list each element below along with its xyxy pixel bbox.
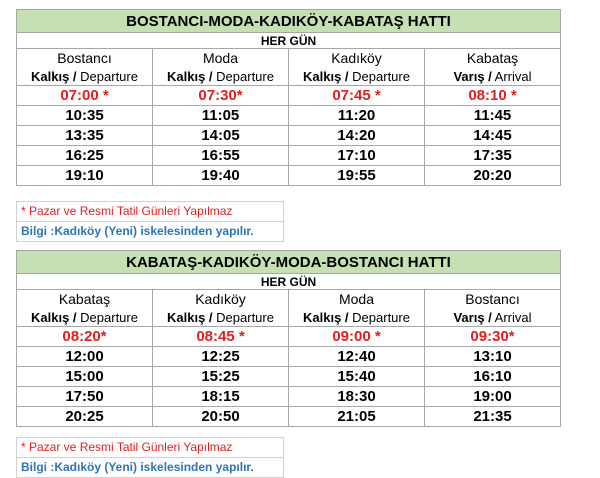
column-kind: [289, 308, 425, 327]
column-kind: [425, 308, 561, 327]
time-cell: 09:00 *: [289, 327, 425, 347]
time-cell: 16:10: [425, 367, 561, 387]
kind-tr: Kalkış /: [167, 68, 213, 84]
table-row: [17, 347, 561, 367]
kind-tr: Kalkış /: [31, 309, 77, 325]
time-cell: 08:20*: [17, 327, 153, 347]
time-cell: 16:25: [17, 146, 153, 166]
kind-tr: Kalkış /: [303, 68, 349, 84]
table-title: BOSTANCI-MODA-KADIKÖY-KABATAŞ HATTI: [17, 10, 561, 33]
time-cell: 15:25: [153, 367, 289, 387]
time-cell: 19:10: [17, 166, 153, 186]
column-kind: [17, 308, 153, 327]
holiday-note: * Pazar ve Resmi Tatil Günleri Yapılmaz: [21, 440, 233, 454]
time-cell: 07:45 *: [289, 86, 425, 106]
time-cell: 13:10: [425, 347, 561, 367]
table-subtitle: HER GÜN: [17, 33, 561, 49]
table-row: [17, 407, 561, 427]
time-cell: 17:10: [289, 146, 425, 166]
time-cell: 18:15: [153, 387, 289, 407]
time-cell: 08:10 *: [425, 86, 561, 106]
info-note: Bilgi :Kadıköy (Yeni) iskelesinden yapılır.: [17, 457, 283, 477]
kind-en: Departure: [348, 68, 410, 84]
time-cell: 16:55: [153, 146, 289, 166]
time-cell: 21:35: [425, 407, 561, 427]
kind-en: Departure: [76, 68, 138, 84]
column-kind: [425, 67, 561, 86]
table-row: [17, 367, 561, 387]
kind-en: Arrival: [491, 68, 532, 84]
time-cell: 09:30*: [425, 327, 561, 347]
notes-box-1: [16, 201, 284, 242]
station-name: Bostancı: [17, 49, 153, 68]
column-kind: [153, 67, 289, 86]
info-note: Bilgi :Kadıköy (Yeni) iskelesinden yapılır.: [17, 221, 283, 241]
kind-tr: Kalkış /: [303, 309, 349, 325]
station-header-row: [17, 49, 561, 68]
station-name: Kadıköy: [289, 49, 425, 68]
time-cell: 07:30*: [153, 86, 289, 106]
time-cell: 15:40: [289, 367, 425, 387]
kind-en: Departure: [212, 309, 274, 325]
time-cell: 14:45: [425, 126, 561, 146]
holiday-note: * Pazar ve Resmi Tatil Günleri Yapılmaz: [21, 204, 233, 218]
kind-en: Departure: [348, 309, 410, 325]
station-name: Moda: [153, 49, 289, 68]
time-cell: 13:35: [17, 126, 153, 146]
time-cell: 20:50: [153, 407, 289, 427]
schedule-table-1: [16, 9, 561, 186]
schedule-table-2: [16, 250, 561, 427]
kind-en: Departure: [76, 309, 138, 325]
station-name: Kabataş: [425, 49, 561, 68]
column-kind: [17, 67, 153, 86]
time-cell: 08:45 *: [153, 327, 289, 347]
time-cell: 20:20: [425, 166, 561, 186]
time-cell: 14:05: [153, 126, 289, 146]
kind-header-row: [17, 308, 561, 327]
table-row: [17, 126, 561, 146]
kind-tr: Kalkış /: [167, 309, 213, 325]
kind-tr: Varış /: [453, 309, 492, 325]
time-cell: 15:00: [17, 367, 153, 387]
table-row: [17, 327, 561, 347]
time-cell: 12:40: [289, 347, 425, 367]
kind-header-row: [17, 67, 561, 86]
time-cell: 17:35: [425, 146, 561, 166]
notes-box-2: [16, 437, 284, 478]
table-row: [17, 146, 561, 166]
kind-tr: Kalkış /: [31, 68, 77, 84]
station-name: Kadıköy: [153, 290, 289, 309]
time-cell: 07:00 *: [17, 86, 153, 106]
kind-en: Departure: [212, 68, 274, 84]
time-cell: 10:35: [17, 106, 153, 126]
table-row: [17, 387, 561, 407]
time-cell: 19:00: [425, 387, 561, 407]
station-name: Bostancı: [425, 290, 561, 309]
time-cell: 19:55: [289, 166, 425, 186]
table-row: [17, 166, 561, 186]
kind-tr: Varış /: [453, 68, 492, 84]
time-cell: 21:05: [289, 407, 425, 427]
time-cell: 18:30: [289, 387, 425, 407]
time-cell: 17:50: [17, 387, 153, 407]
table-subtitle: HER GÜN: [17, 274, 561, 290]
time-cell: 12:25: [153, 347, 289, 367]
time-cell: 11:20: [289, 106, 425, 126]
column-kind: [153, 308, 289, 327]
table-row: [17, 86, 561, 106]
station-name: Moda: [289, 290, 425, 309]
table-title: KABATAŞ-KADIKÖY-MODA-BOSTANCI HATTI: [17, 251, 561, 274]
column-kind: [289, 67, 425, 86]
table-row: [17, 106, 561, 126]
station-header-row: [17, 290, 561, 309]
station-name: Kabataş: [17, 290, 153, 309]
time-cell: 12:00: [17, 347, 153, 367]
time-cell: 11:05: [153, 106, 289, 126]
time-cell: 14:20: [289, 126, 425, 146]
time-cell: 19:40: [153, 166, 289, 186]
time-cell: 11:45: [425, 106, 561, 126]
kind-en: Arrival: [491, 309, 532, 325]
time-cell: 20:25: [17, 407, 153, 427]
